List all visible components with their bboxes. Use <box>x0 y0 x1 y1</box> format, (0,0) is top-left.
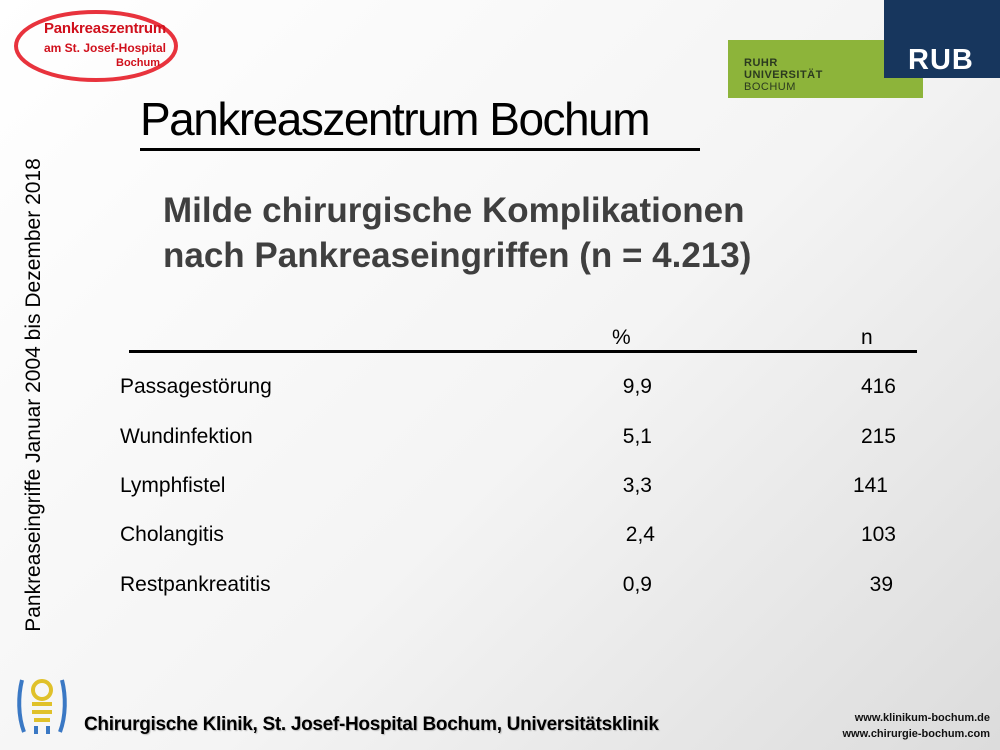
logo-text-line1: Pankreaszentrum <box>43 20 167 37</box>
row-label: Cholangitis <box>120 523 224 546</box>
table-header-rule <box>129 350 917 353</box>
row-percent: 0,9 <box>622 573 652 596</box>
table-row <box>0 375 1000 405</box>
university-line1: RUHR <box>744 57 778 69</box>
column-header-n: n <box>861 326 873 349</box>
footer-url-2[interactable]: www.chirurgie-bochum.com <box>842 728 990 740</box>
university-line3: BOCHUM <box>744 81 796 93</box>
row-label: Passagestörung <box>120 375 272 398</box>
rub-logo <box>884 0 1000 78</box>
row-percent: 9,9 <box>622 375 652 398</box>
row-count: 39 <box>869 573 893 596</box>
subtitle-line2: nach Pankreaseingriffen (n = 4.213) <box>163 236 752 275</box>
table-row <box>0 523 1000 553</box>
side-note: Pankreaseingriffe Januar 2004 bis Dezember 2018 <box>22 158 45 632</box>
row-percent: 3,3 <box>622 474 652 497</box>
subtitle <box>163 188 843 278</box>
row-count: 141 <box>852 474 888 497</box>
row-label: Lymphfistel <box>120 474 226 497</box>
row-percent: 2,4 <box>625 523 655 546</box>
table-row <box>0 573 1000 603</box>
footer-url-1[interactable]: www.klinikum-bochum.de <box>854 712 990 724</box>
logo-text-line2: am St. Josef-Hospital <box>43 41 167 55</box>
row-label: Wundinfektion <box>120 425 253 448</box>
pankreaszentrum-logo <box>12 8 172 80</box>
title-underline <box>140 148 700 151</box>
row-label: Restpankreatitis <box>120 573 271 596</box>
row-count: 103 <box>860 523 896 546</box>
hospital-emblem-icon <box>16 676 68 736</box>
table-row <box>0 474 1000 504</box>
page-title: Pankreaszentrum Bochum <box>140 93 650 145</box>
university-line2: UNIVERSITÄT <box>744 69 823 81</box>
footer-clinic-name: Chirurgische Klinik, St. Josef-Hospital Bochum, Universitätsklinik <box>84 714 659 735</box>
row-percent: 5,1 <box>622 425 652 448</box>
rub-text: RUB <box>908 44 974 76</box>
table-row <box>0 425 1000 455</box>
row-count: 215 <box>860 425 896 448</box>
row-count: 416 <box>860 375 896 398</box>
subtitle-line1: Milde chirurgische Komplikationen <box>163 191 745 230</box>
logo-text-line3: Bochum <box>116 57 160 69</box>
column-header-percent: % <box>612 326 631 349</box>
